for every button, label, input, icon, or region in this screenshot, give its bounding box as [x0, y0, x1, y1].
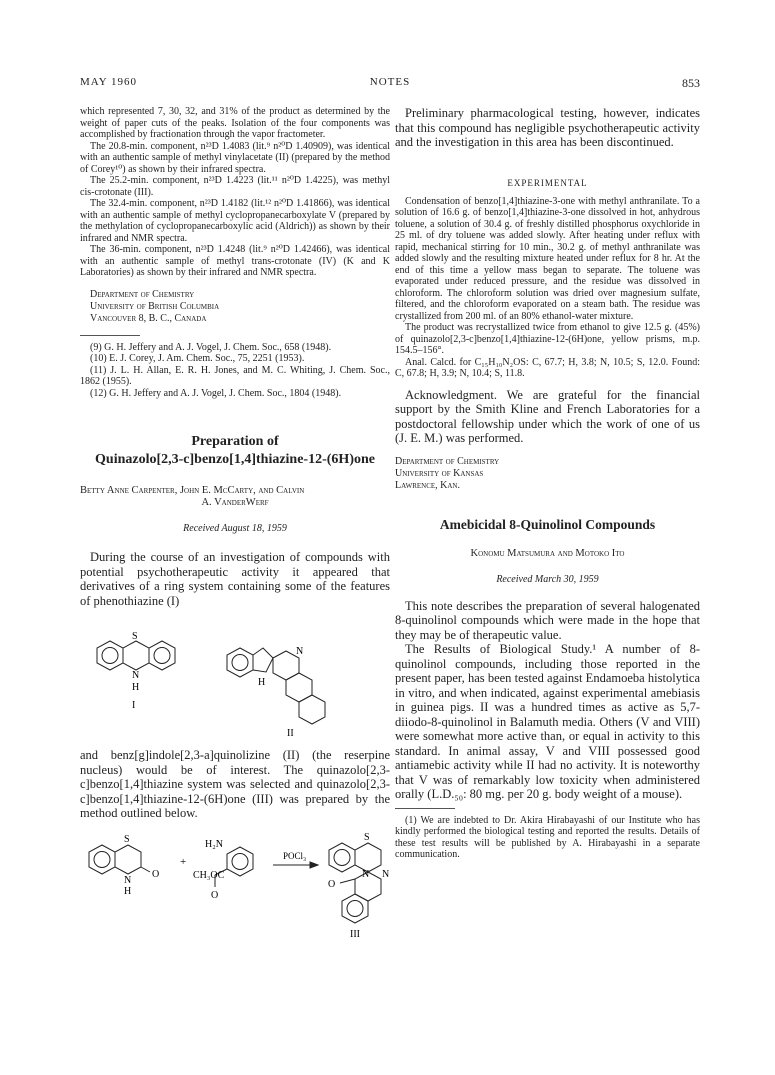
experimental-paragraph-2: The product was recrystallized twice from ethanol to give 12.5 g. (45%) of quinazolo[2,3-c]benzo[1,4]thiazine-12-(6H)one, yellow prisms, m.p. 154.5–156°.	[395, 322, 700, 356]
footnote-divider	[395, 808, 455, 809]
reaction-scheme	[80, 825, 390, 940]
authors-matsumura-ito: Konomu Matsumura and Motoko Ito	[470, 547, 625, 559]
reference-item: (12) G. H. Jeffery and A. J. Vogel, J. Chem. Soc., 1804 (1948).	[90, 387, 342, 399]
plus-sign: +	[180, 855, 187, 868]
label-iii: III	[350, 928, 360, 940]
reference-item: (10) E. J. Corey, J. Am. Chem. Soc., 75, 2251 (1953).	[90, 353, 305, 364]
acknowledgment-paragraph: Acknowledgment. We are grateful for the financial support by the Smith Kline and French Laboratories for a postdoctoral fellowship under which the work of one of us (J. E. M.) was performed.	[395, 387, 700, 445]
ester-group: CH₃OC	[193, 869, 225, 881]
affiliation-kansas: Department of Chemistry University of Kansas Lawrence, Kan.	[395, 455, 500, 491]
atom-n-product: N	[362, 868, 370, 880]
reagent-label: POCl₃	[283, 850, 307, 861]
atom-o-product: O	[328, 878, 336, 890]
body-paragraph-2: and benz[g]indole[2,3-a]quinolizine (II) (the reserpine nucleus) would be of interest. The quinazolo[2,3-c]benzo[1,4]thiazine system was selected and quinazolo[2,3-c]benzo[1,4]thiazine-12-(6H)one (III) was prepared by the method outlined below.	[80, 748, 390, 820]
paragraph-32-min: The 32.4-min. component, n²³D 1.4182 (lit.¹² n²⁰D 1.41866), was identical with an authentic sample of methyl cyclopropanecarboxylate V (prepared by the methylation of cyclopropanecarboxylic acid (Aldrich)) as shown by their infrared and NMR spectra.	[80, 198, 390, 244]
authors-line-1: Betty Anne Carpenter, John E. McCarty, and Calvin	[80, 485, 305, 496]
analysis-paragraph: Anal. Calcd. for C₁₅H₁₀N₂OS: C, 67.7; H, 3.8; N, 10.5; S, 12.0. Found: C, 67.8; H, 3.9; N, 10.4; S, 11.8.	[395, 356, 700, 379]
atom-n2-product: N	[382, 868, 390, 880]
label-i: I	[132, 700, 136, 711]
left-column	[80, 106, 390, 945]
atom-h-ii: H	[258, 677, 266, 688]
atom-h-reactant: H	[124, 885, 132, 897]
atom-s-product: S	[364, 831, 370, 843]
atom-n-i: N	[132, 670, 140, 681]
article-title-line-1: Preparation of	[191, 434, 279, 449]
right-column	[395, 106, 700, 861]
received-date: Received August 18, 1959	[183, 523, 287, 534]
body-paragraph-1: During the course of an investigation of compounds with potential psychotherapeutic activity it appeared that derivatives of a ring system containing some of the features of phenothiazine (I)	[80, 550, 390, 608]
paragraph-36-min: The 36-min. component, n²³D 1.4248 (lit.⁹ n²⁰D 1.42466), was identical with an authentic sample of methyl trans-crotonate (IV) (K and K Laboratories) as shown by their infrared and NMR spectra.	[80, 244, 390, 278]
reference-item: (11) J. L. H. Allan, E. R. H. Jones, and M. C. Whiting, J. Chem. Soc., 1862 (1955).	[80, 364, 390, 387]
atom-h-i: H	[132, 682, 140, 693]
experimental-paragraph-1: Condensation of benzo[1,4]thiazine-3-one with methyl anthranilate. To a solution of 16.6 g. of benzo[1,4]thiazine-3-one dissolved in hot, anhydrous toluene, a solution of 30.4 g. of freshly distilled phosphorus oxychloride in 25 ml. of dry toluene was added slowly. After heating under reflux with rapid, mechanical stirring for 10 min., 30.2 g. of methyl anthranilate was added slowly and the resulting mixture heated under reflux for 8 hr. At the end of this time a yellow mass began to separate. The toluene was evaporated under reduced pressure, and the residue was dissolved in chloroform. The chloroform solution was dried over magnesium sulfate, filtered, and the chloroform evaporated on a steam bath. The residue was crystallized from 200 ml. of an 80% ethanol-water mixture.	[395, 195, 700, 322]
article-title-amebicidal: Amebicidal 8-Quinolinol Compounds	[439, 516, 656, 532]
reference-divider	[80, 335, 140, 336]
article-title-line-2: Quinazolo[2,3-c]benzo[1,4]thiazine-12-(6H)one	[95, 452, 375, 467]
biological-study-paragraph: The Results of Biological Study.¹ A number of 8-quinolinol compounds, including those reported in the present paper, has been tested against Endamoeba histolytica in vitro, and when indicated, against experimental amebiasis in guinea pigs. II was a hundred times as active as 5,7-diiodo-8-quinolinol in Balamuth media. Others (V and VIII) were somewhat more active than, or equal in activity to this standard. In animal assay, V and VIII possessed good antiamebic activity while II had no activity. It is noteworthy that V was of remarkably low toxicity when administered orally (L.D.₅₀: 80 mg. per 20 g. body weight of a mouse).	[395, 642, 700, 801]
structures-i-ii	[80, 608, 390, 743]
paragraph-20-min: The 20.8-min. component, n²³D 1.4083 (lit.⁹ n²⁰D 1.40909), was identical with an authentic sample of methyl vinylacetate (II) (prepared by the method of Corey¹⁰) as shown by their infrared spectra.	[80, 140, 390, 175]
affiliation-ubc: Department of Chemistry University of British Columbia Vancouver 8, B. C., Canada	[90, 288, 220, 324]
atom-n-ii: N	[296, 646, 304, 657]
reference-item: (9) G. H. Jeffery and A. J. Vogel, J. Chem. Soc., 658 (1948).	[90, 341, 332, 353]
running-section: NOTES	[369, 76, 411, 88]
paragraph-intro: which represented 7, 30, 32, and 31% of the product as determined by the weight of paper cuts of the peaks. Isolation of the four components was accomplished by fractionation through the vapor fractometer.	[80, 106, 390, 140]
atom-o-ester: O	[211, 889, 219, 901]
experimental-heading: EXPERIMENTAL	[507, 177, 588, 188]
footnote: (1) We are indebted to Dr. Akira Hirabayashi of our Institute who has kindly performed the biological testing and reported the results. Details of these test results will be published by A. Hirabayashi in a separate communication.	[395, 814, 700, 860]
atom-s-reactant: S	[124, 833, 130, 845]
paragraph-25-min: The 25.2-min. component, n²³D 1.4223 (lit.¹¹ n²⁰D 1.4225), was methyl cis-crotonate (III).	[80, 175, 390, 198]
pharmacology-paragraph: Preliminary pharmacological testing, however, indicates that this compound has negligible psychotherapeutic activity and the investigation in this area has been discontinued.	[395, 106, 700, 149]
received-date-2: Received March 30, 1959	[496, 573, 599, 585]
atom-s-i: S	[132, 631, 138, 642]
amine-group: H₂N	[205, 838, 223, 850]
label-ii: II	[287, 728, 294, 739]
references	[80, 342, 390, 400]
running-date: MAY 1960	[80, 76, 138, 88]
atom-o-reactant: O	[152, 868, 160, 880]
authors-line-2: A. VanderWerf	[201, 497, 269, 508]
intro-paragraph-quinolinol: This note describes the preparation of several halogenated 8-quinolinol compounds which were made in the hope that they may be of therapeutic value.	[395, 598, 700, 642]
page-header	[80, 76, 700, 92]
page-number: 853	[682, 76, 700, 90]
atom-n-reactant: N	[124, 874, 132, 886]
